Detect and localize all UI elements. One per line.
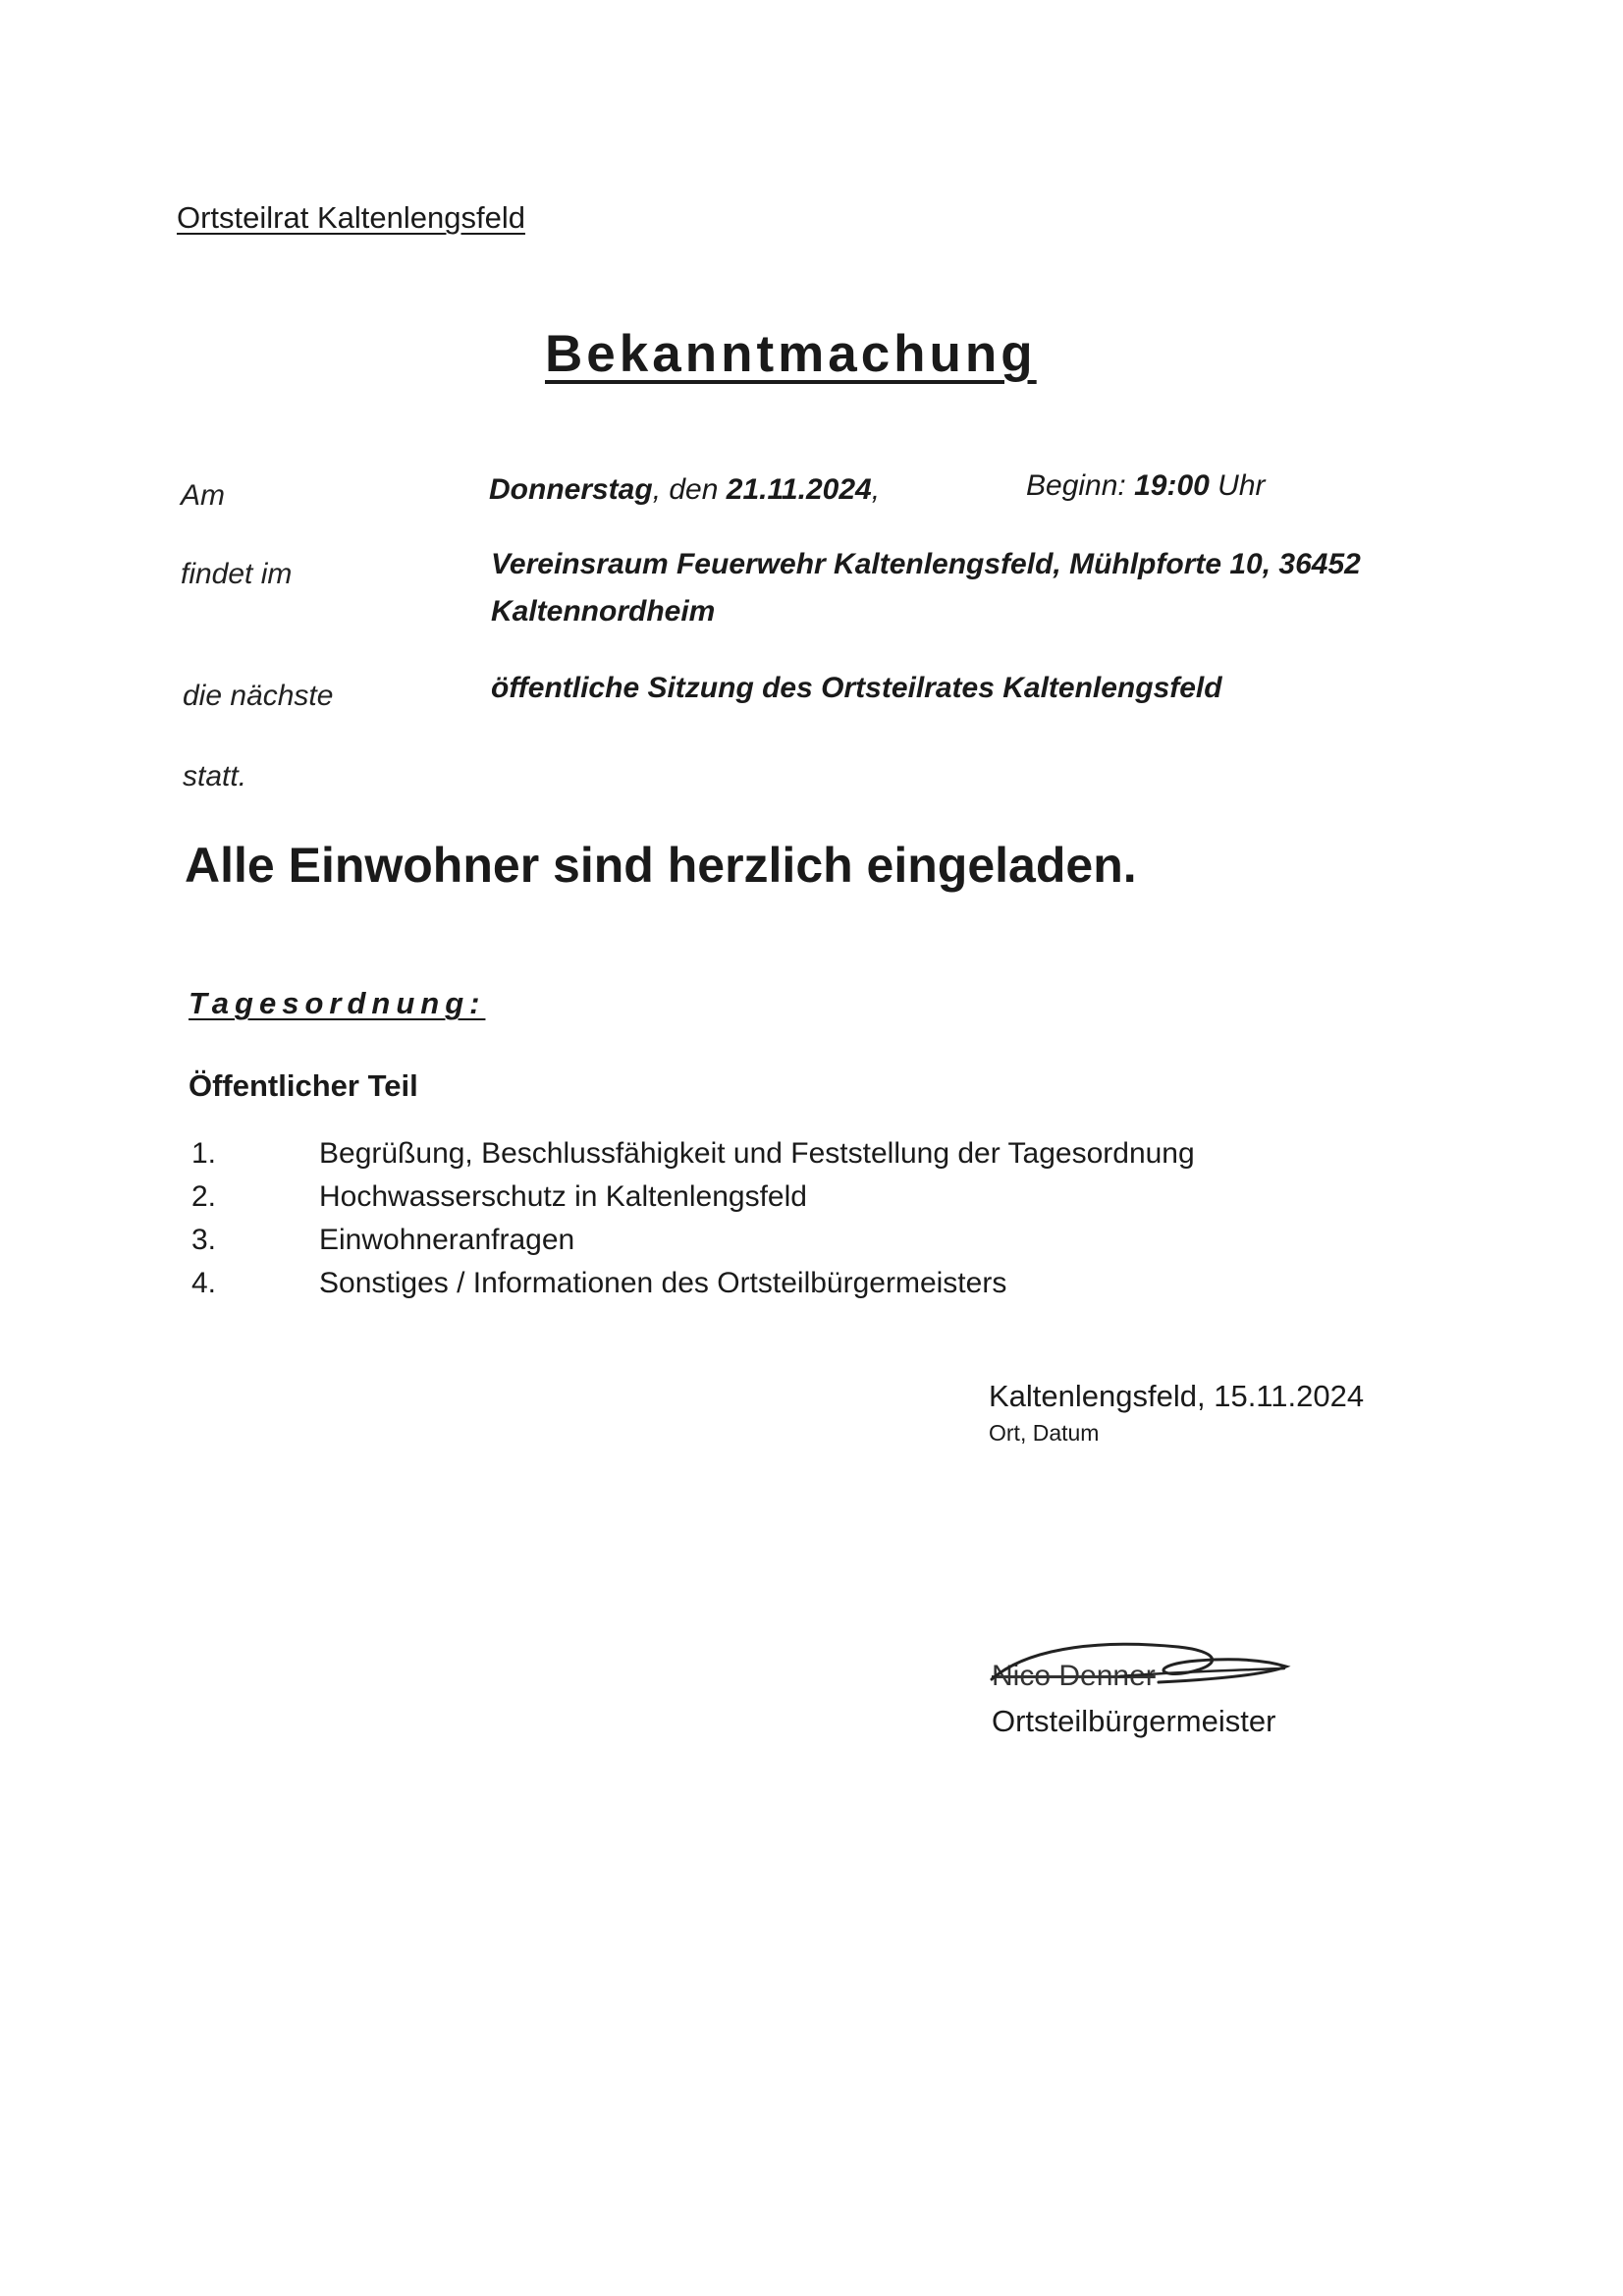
agenda-item [191,1137,1271,1180]
agenda-item-number: 4. [191,1267,217,1299]
meeting-date [489,473,880,507]
agenda-item-text: Hochwasserschutz in Kaltenlengsfeld [319,1180,807,1213]
agenda-item [191,1180,1271,1224]
document-title: Bekanntmachung [545,325,1037,383]
agenda-item [191,1267,1271,1310]
signature-image [972,1625,1296,1704]
signer-name: Nico Denner [992,1660,1156,1692]
agenda-section-title: Öffentlicher Teil [189,1068,418,1103]
organization-name: Ortsteilrat Kaltenlengsfeld [177,200,525,235]
agenda-list [191,1137,1271,1310]
agenda-item-text: Begrüßung, Beschlussfähigkeit und Feststellung der Tagesordnung [319,1137,1195,1170]
label-am: Am [181,479,225,512]
location-line-1: Vereinsraum Feuerwehr Kaltenlengsfeld, Mühlpforte 10, 36452 [491,548,1361,580]
agenda-item-number: 2. [191,1180,217,1213]
start-time: 19:00 [1134,469,1210,502]
agenda-item [191,1224,1271,1267]
agenda-item-text: Einwohneranfragen [319,1224,575,1256]
location-line-2: Kaltennordheim [491,595,716,628]
label-die-naechste: die nächste [183,680,334,712]
label-findet-im: findet im [181,558,293,590]
meeting-date-comma: , [871,473,881,506]
start-unit: Uhr [1217,469,1266,502]
agenda-heading: Tagesordnung: [189,986,486,1020]
agenda-item-number: 1. [191,1137,217,1170]
invitation-text: Alle Einwohner sind herzlich eingeladen. [185,838,1137,893]
signer-role: Ortsteilbürgermeister [992,1704,1276,1738]
start-label: Beginn: [1026,469,1126,502]
agenda-item-text: Sonstiges / Informationen des Ortsteilbürgermeisters [319,1267,1007,1299]
meeting-den: , den [652,473,719,506]
event-description: öffentliche Sitzung des Ortsteilrates Kaltenlengsfeld [491,672,1222,704]
place-date-caption: Ort, Datum [989,1420,1100,1446]
agenda-item-number: 3. [191,1224,217,1256]
meeting-weekday: Donnerstag [489,473,653,506]
meeting-date-value: 21.11.2024 [726,473,872,506]
label-statt: statt. [183,760,247,793]
meeting-start [1026,469,1266,503]
place-date: Kaltenlengsfeld, 15.11.2024 [989,1379,1365,1413]
